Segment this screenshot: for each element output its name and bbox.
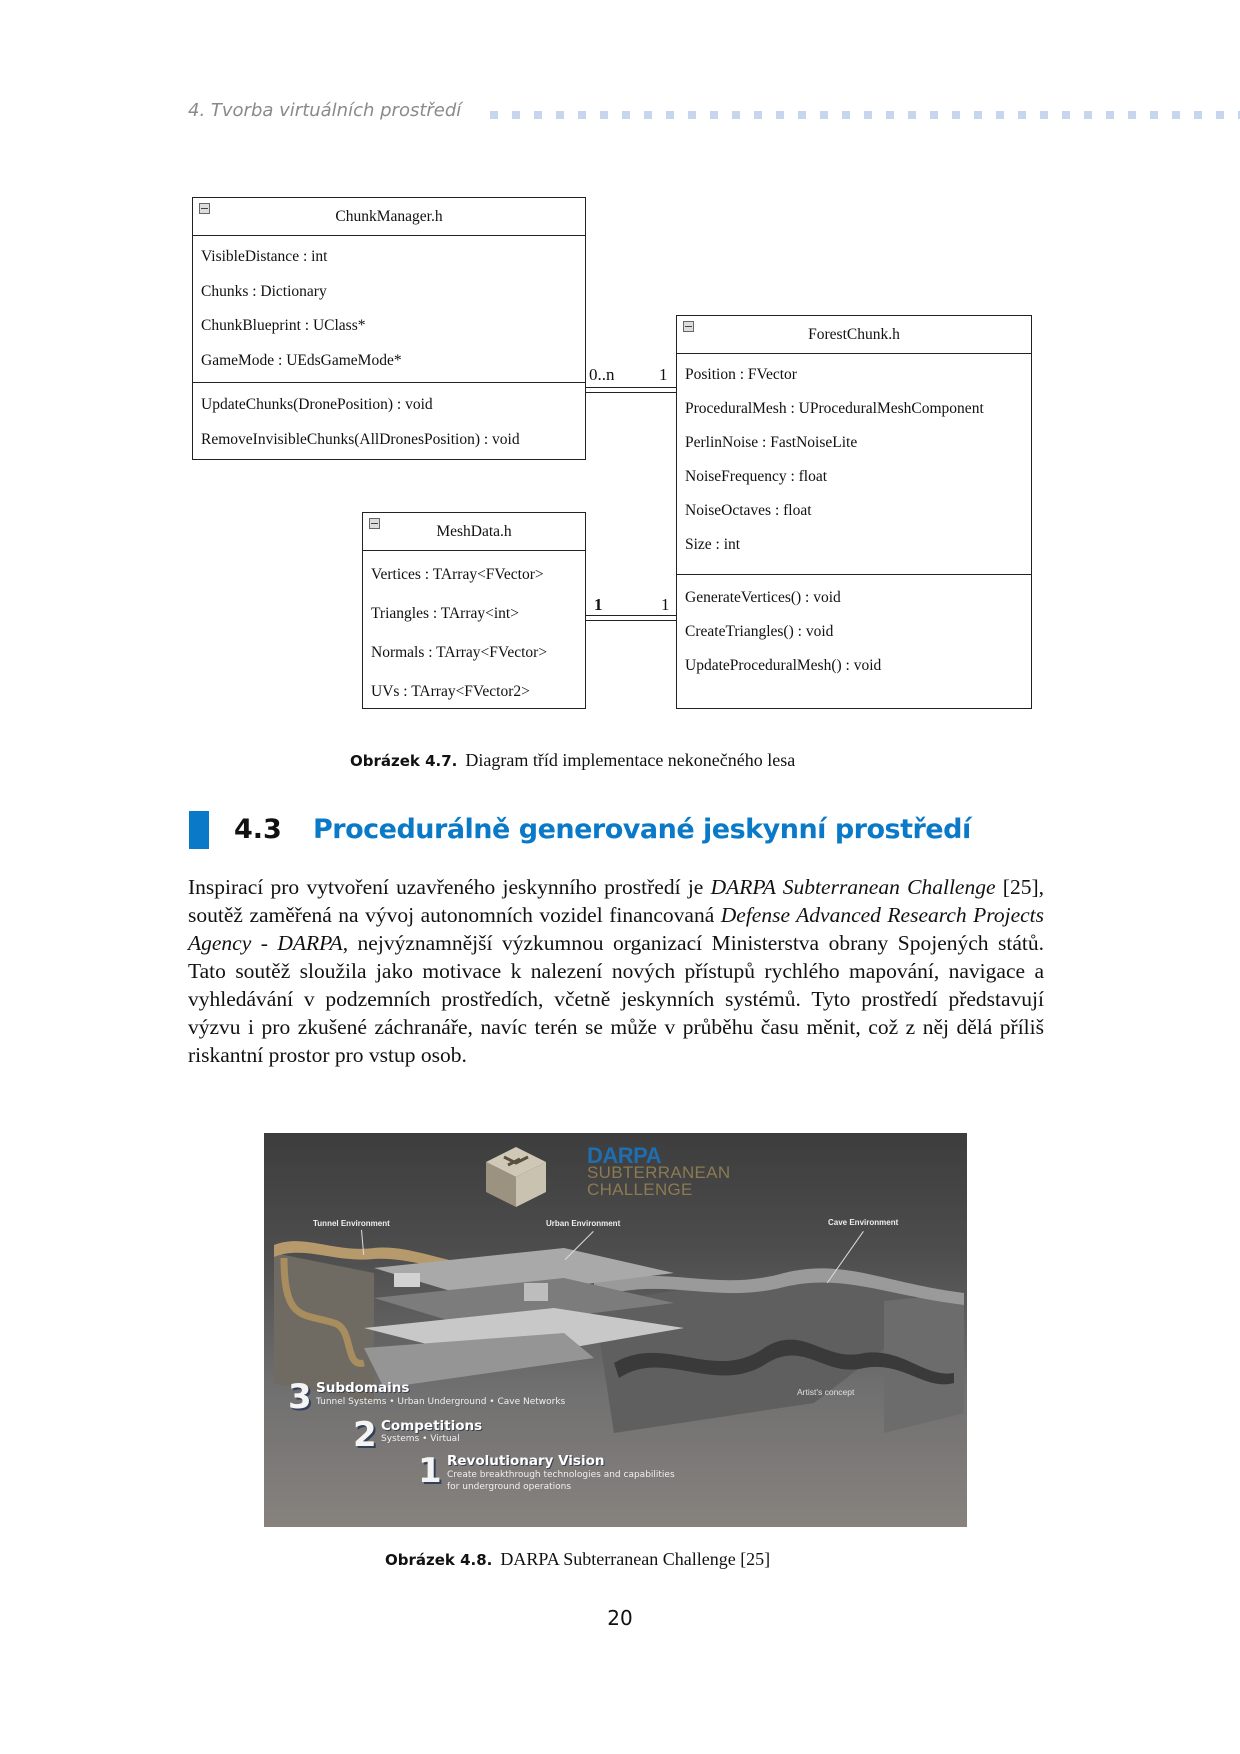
- association-line: [585, 387, 676, 393]
- section-number: 4.3: [234, 814, 282, 845]
- association-line: [585, 615, 676, 621]
- uml-class-mesh-data: [362, 512, 586, 709]
- point-number: 3: [288, 1377, 312, 1417]
- attribute: Size : int: [685, 536, 741, 553]
- point-title: Subdomains: [316, 1380, 410, 1396]
- italic-term: DARPA Subterranean Challenge: [710, 875, 996, 899]
- attributes-section: [193, 236, 585, 383]
- method: UpdateProceduralMesh() : void: [685, 657, 882, 674]
- header-dotted-rule: [490, 111, 1240, 119]
- method: CreateTriangles() : void: [685, 623, 834, 640]
- uml-class-chunk-manager: [192, 197, 586, 460]
- env-label-urban: Urban Environment: [546, 1219, 621, 1228]
- running-header: 4. Tvorba virtuálních prostředí: [188, 100, 462, 121]
- method: GenerateVertices() : void: [685, 589, 841, 606]
- section-marker: [189, 811, 209, 849]
- urban-building: [524, 1283, 548, 1301]
- collapse-icon: [369, 518, 380, 529]
- point-subtitle: for underground operations: [447, 1482, 572, 1492]
- class-name: MeshData.h: [436, 523, 512, 540]
- urban-building: [394, 1273, 420, 1287]
- multiplicity-label: 1: [661, 595, 670, 614]
- attribute: Vertices : TArray<FVector>: [371, 566, 544, 583]
- uml-class-forest-chunk: [676, 315, 1032, 709]
- point-title: Revolutionary Vision: [447, 1453, 605, 1469]
- figure-caption: [385, 1549, 770, 1570]
- method: RemoveInvisibleChunks(AllDronesPosition) : void: [201, 430, 520, 448]
- class-name: ChunkManager.h: [335, 208, 443, 225]
- multiplicity-label: 1: [659, 365, 668, 384]
- darpa-figure-image: [264, 1133, 967, 1527]
- darpa-logo-subtitle: [587, 1164, 730, 1198]
- point-number: 1: [418, 1451, 442, 1491]
- attribute: UVs : TArray<FVector2>: [371, 683, 530, 700]
- text-run: [25], soutěž zaměřená na vývoj autonomních vozidel financovaná: [188, 875, 1044, 927]
- attribute: ProceduralMesh : UProceduralMeshComponent: [685, 400, 984, 417]
- figure-caption-text: Diagram tříd implementace nekonečného lesa: [465, 750, 796, 770]
- darpa-logo-text: DARPA: [587, 1143, 662, 1168]
- class-name: ForestChunk.h: [808, 326, 900, 343]
- attributes-section: [363, 551, 585, 715]
- figure-label: Obrázek 4.7.: [350, 752, 458, 770]
- attribute: Position : FVector: [685, 366, 797, 383]
- section-title: Procedurálně generované jeskynní prostředí: [313, 814, 971, 845]
- collapse-icon: [683, 321, 694, 332]
- attributes-section: [677, 354, 1031, 575]
- figure-caption-text: DARPA Subterranean Challenge [25]: [500, 1549, 771, 1569]
- attribute: NoiseFrequency : float: [685, 468, 828, 485]
- text-run: , nejvýznamnější výzkumnou organizací Ministerstva obrany Spojených států. Tato soutěž sloužila jako motivace k nalezení nových přístupů rychlého mapování, navigace a vyhledávání v podzemních prostředích, včetně jeskynních systémů. Tyto prostředí představují výzvu i pro zkušené záchranáře, navíc terén se může v průběhu času měnit, což z něj dělá příliš riskantní prostor pro vstup osob.: [188, 931, 1044, 1067]
- env-label-cave: Cave Environment: [828, 1218, 899, 1227]
- darpa-cube-logo: [486, 1147, 546, 1207]
- logo-line: SUBTERRANEAN: [587, 1163, 731, 1182]
- logo-line: CHALLENGE: [587, 1180, 693, 1199]
- figure-caption: [350, 750, 795, 771]
- attribute: GameMode : UEdsGameMode*: [201, 351, 402, 369]
- attribute: Normals : TArray<FVector>: [371, 644, 548, 661]
- figure-label: Obrázek 4.8.: [385, 1551, 493, 1569]
- artist-concept-note: Artist's concept: [797, 1387, 855, 1397]
- attribute: Chunks : Dictionary: [201, 282, 327, 300]
- point-title: Competitions: [381, 1418, 483, 1434]
- methods-section: [677, 575, 1031, 687]
- env-label-tunnel: Tunnel Environment: [313, 1219, 390, 1228]
- attribute: ChunkBlueprint : UClass*: [201, 317, 366, 334]
- cave-block: [594, 1268, 924, 1433]
- point-number: 2: [353, 1415, 377, 1455]
- attribute: Triangles : TArray<int>: [371, 605, 519, 622]
- text-run: Inspirací pro vytvoření uzavřeného jeskynního prostředí je: [188, 875, 711, 899]
- collapse-icon: [199, 203, 210, 214]
- multiplicity-label: 0..n: [589, 365, 615, 384]
- attribute: VisibleDistance : int: [201, 248, 328, 265]
- body-paragraph: [188, 873, 1044, 1069]
- page-number: 20: [607, 1606, 633, 1630]
- attribute: NoiseOctaves : float: [685, 502, 812, 519]
- methods-section: [193, 383, 585, 461]
- point-subtitle: Create breakthrough technologies and capabilities: [447, 1470, 675, 1480]
- point-subtitle: Systems • Virtual: [381, 1434, 460, 1444]
- point-subtitle: Tunnel Systems • Urban Underground • Cave Networks: [316, 1397, 566, 1407]
- attribute: PerlinNoise : FastNoiseLite: [685, 434, 858, 451]
- italic-term: Defense Advanced Research Projects Agency - DARPA: [188, 903, 1044, 955]
- multiplicity-label: 1: [594, 595, 603, 614]
- method: UpdateChunks(DronePosition) : void: [201, 396, 433, 413]
